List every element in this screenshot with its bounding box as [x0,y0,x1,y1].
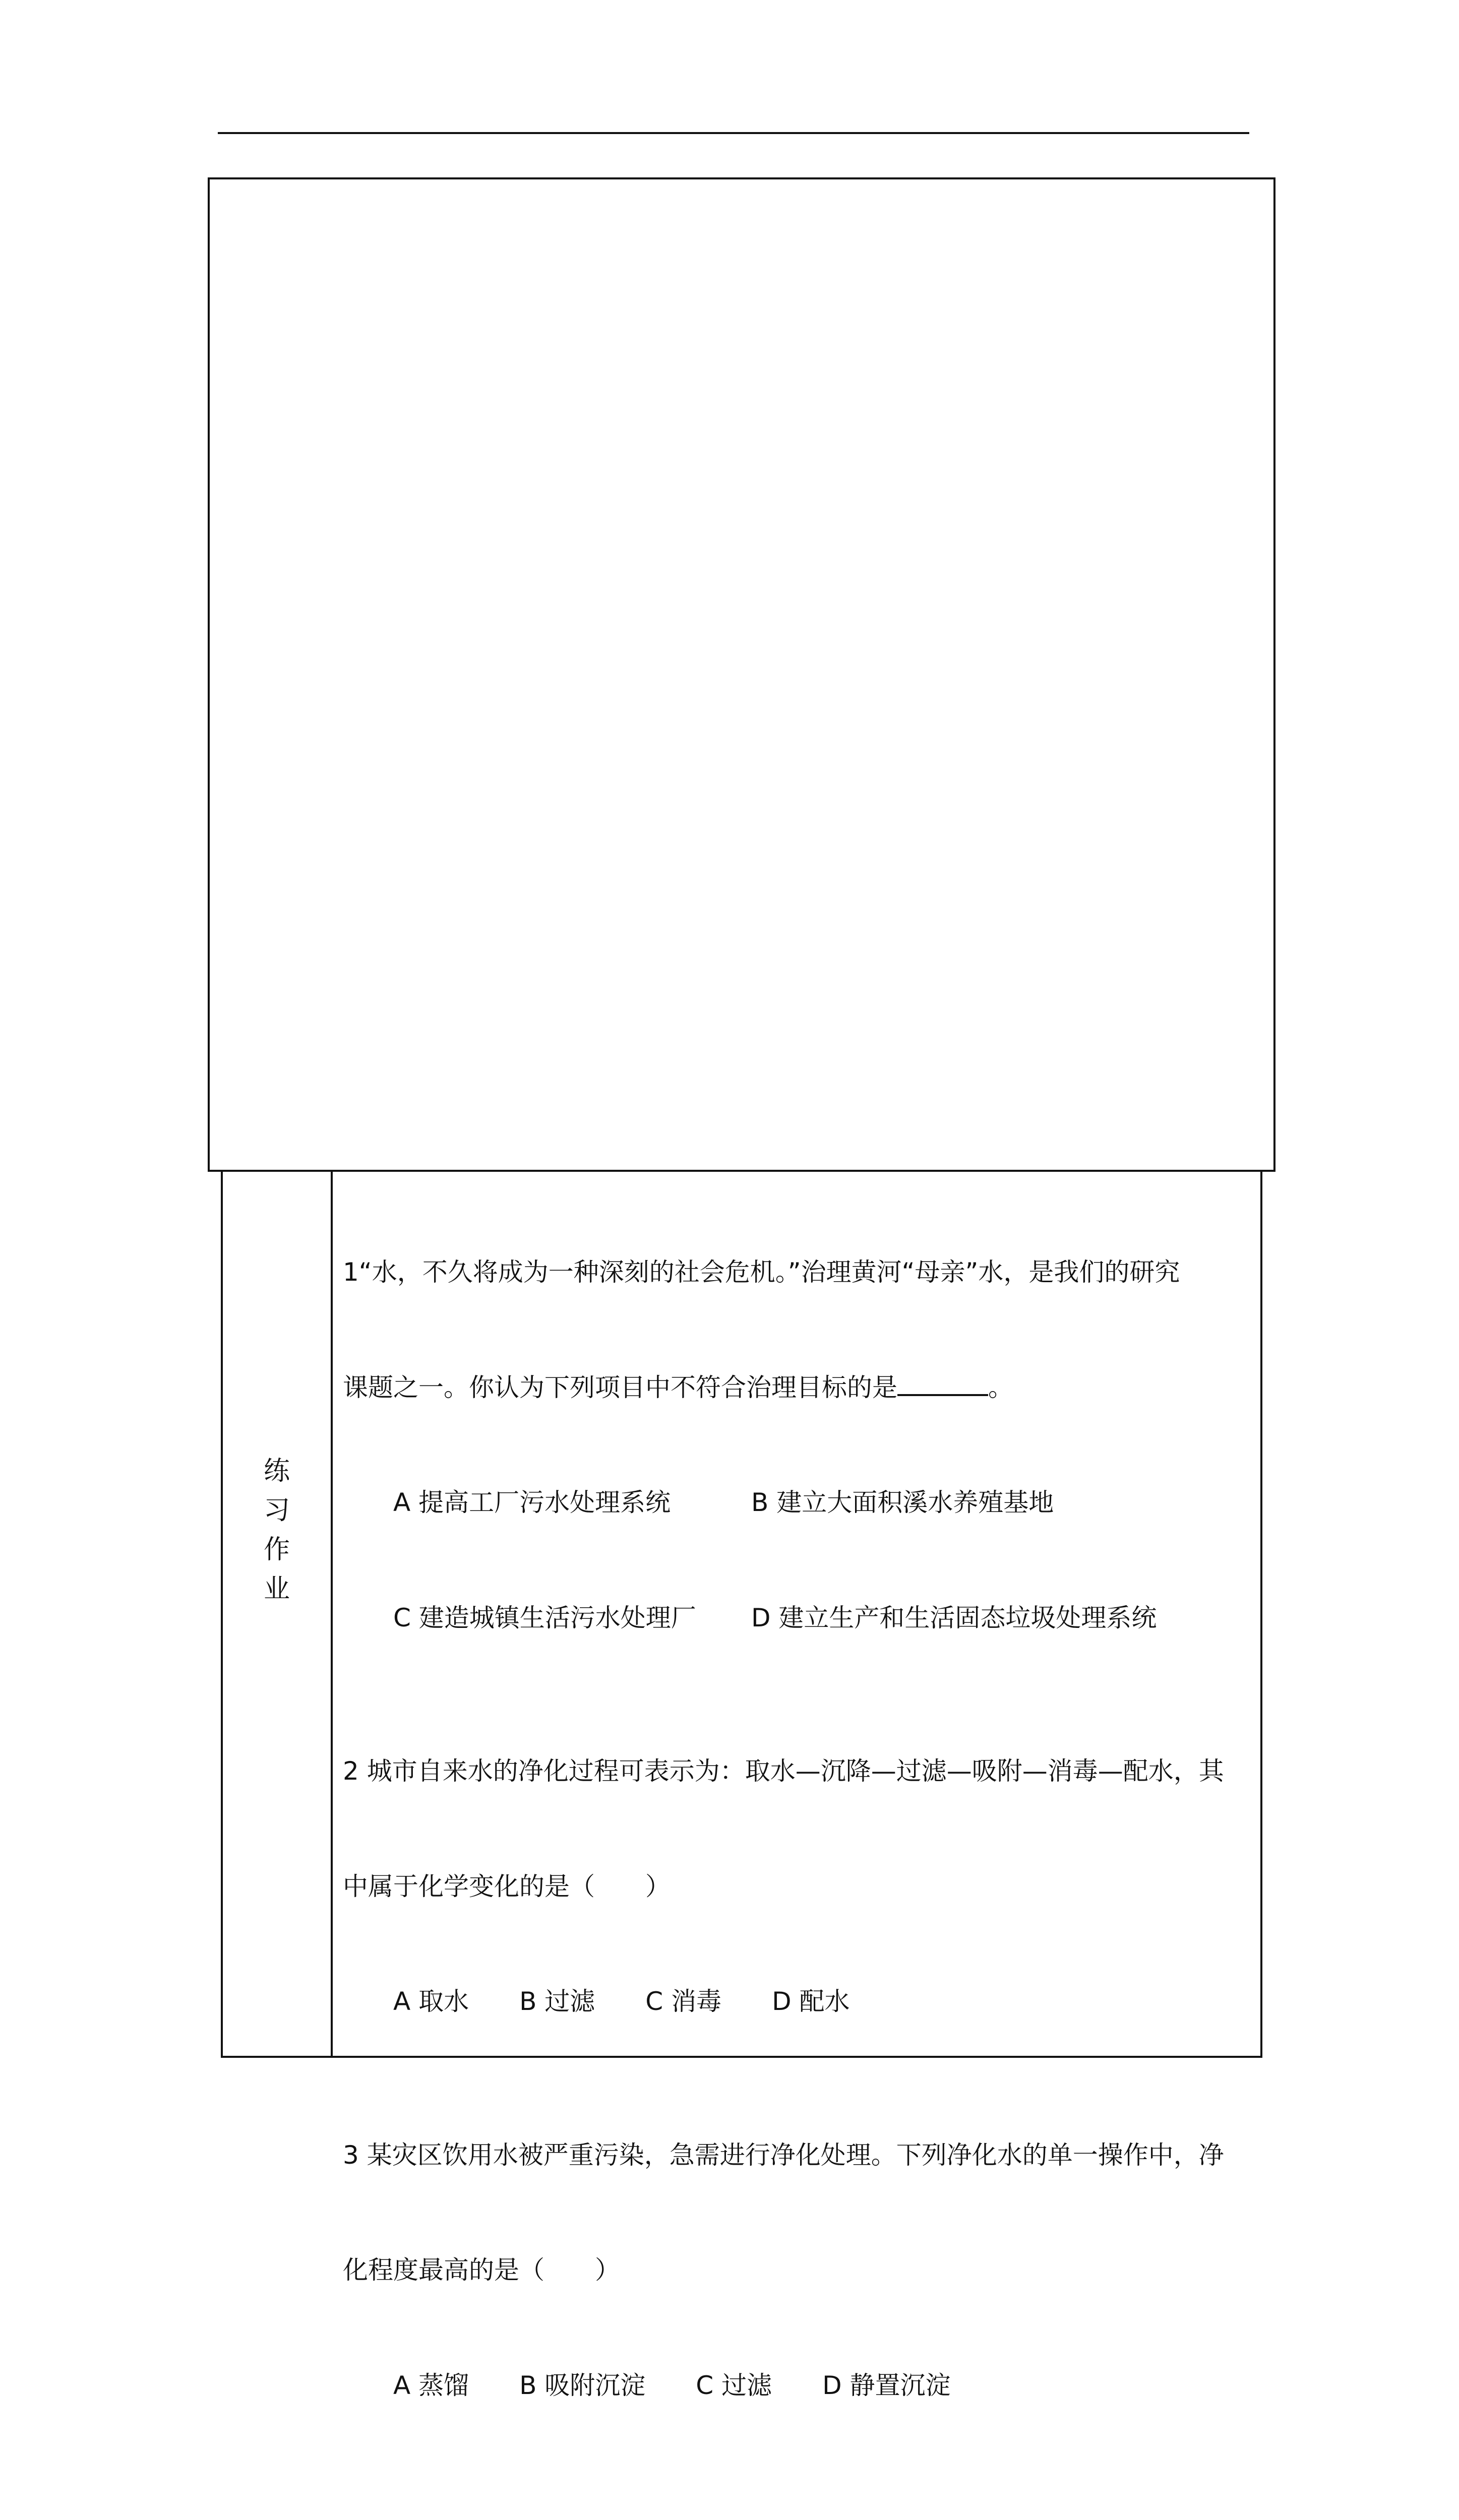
question-2-line-1: 2 城市自来水的净化过程可表示为：取水—沉降—过滤—吸附—消毒—配水，其 [343,1756,1224,1786]
question-1-options-row-2 [343,1599,1250,1637]
exercise-table [221,1170,1262,2400]
question-4-line-1 [343,2519,1250,2520]
question-3-line-2: 化程度最高的是（ ） [343,2255,620,2285]
question-2-line-2: 中属于化学变化的是（ ） [343,1871,671,1901]
option-d: D 建立生产和生活固态垃圾处理系统 [751,1603,1157,1632]
option-a: A 提高工厂污水处理系统 [393,1488,671,1517]
question-1-line-2 [343,1368,1250,1407]
option-c: C 建造城镇生活污水处理厂 [393,1603,696,1632]
section-label-char: 习 [263,1495,290,1526]
section-label-char: 练 [263,1456,290,1486]
blank-answer-box [208,177,1275,1172]
question-3-options: A 蒸馏 B 吸附沉淀 C 过滤 D 静置沉淀 [393,2370,951,2400]
section-label [223,1452,331,1609]
question-1-options-row-1 [343,1483,1250,1522]
question-2-options: A 取水 B 过滤 C 消毒 D 配水 [393,1987,850,2016]
exercise-content [343,1176,1250,2520]
question-1-period: 。 [988,1372,1013,1402]
question-3-line-1: 3 某灾区饮用水被严重污染，急需进行净化处理。下列净化水的单一操作中，净 [343,2140,1224,2170]
question-1-line-1: 1“水，不久将成为一种深刻的社会危机。”治理黄河“母亲”水，是我们的研究 [343,1257,1180,1287]
question-1-text: 课题之一。你认为下列项目中不符合治理目标的是 [343,1372,897,1402]
section-label-cell [223,1170,333,2056]
answer-blank[interactable] [897,1371,988,1396]
option-b: B 建立大面积溪水养殖基地 [751,1488,1054,1517]
section-label-char: 业 [263,1574,290,1604]
section-label-char: 作 [263,1535,290,1565]
header-rule [218,132,1249,134]
